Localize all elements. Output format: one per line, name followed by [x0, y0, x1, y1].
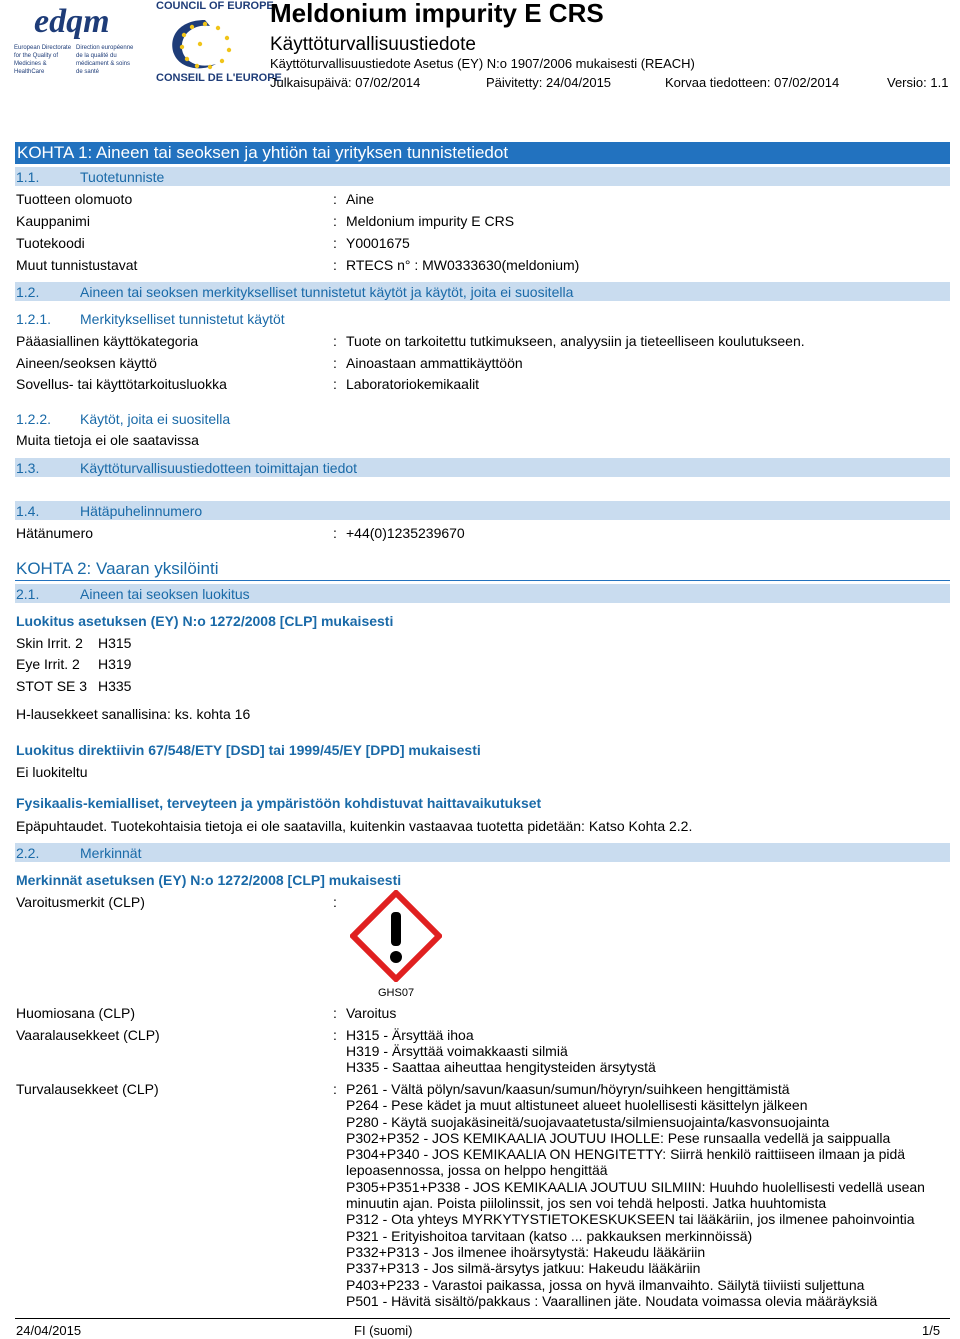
colon: :: [333, 894, 337, 910]
h-statements-note: H-lausekkeet sanallisina: ks. kohta 16: [16, 706, 251, 722]
subsection-1-2-2-number: 1.2.2.: [16, 411, 52, 427]
precautionary-statement: P305+P351+P338 - JOS KEMIKAALIA JOUTUU SILMIIN: Huuhdo huolellisesti vedellä usean: [346, 1179, 925, 1195]
colon: :: [333, 355, 337, 371]
clp-classification-heading: Luokitus asetuksen (EY) N:o 1272/2008 [CLP] mukaisesti: [16, 613, 394, 629]
clp-class: Eye Irrit. 2: [16, 656, 80, 672]
adverse-effects-heading: Fysikaalis-kemialliset, terveyteen ja ympäristöön kohdistuvat haittavaikutukset: [16, 795, 542, 811]
application-category-value: Laboratoriokemikaalit: [346, 376, 480, 392]
subsection-2-1-title: Aineen tai seoksen luokitus: [80, 586, 250, 602]
emergency-number-label: Hätänumero: [16, 525, 94, 541]
subsection-1-1-number: 1.1.: [16, 169, 40, 185]
uses-advised-against-text: Muita tietoja ei ole saatavissa: [16, 432, 199, 448]
product-code-label: Tuotekoodi: [16, 235, 85, 251]
version: Versio: 1.1: [887, 75, 949, 90]
precautionary-statement: P501 - Hävitä sisältö/pakkaus : Vaarallinen jäte. Noudata voimassa olevia määräyksiä: [346, 1293, 878, 1309]
other-identifiers-value: RTECS n° : MW0333630(meldonium): [346, 257, 580, 273]
subsection-2-2-title: Merkinnät: [80, 845, 142, 861]
adverse-effects-text: Epäpuhtaudet. Tuotekohtaisia tietoja ei ole saatavilla, kuitenkin vastaavaa tuotetta pidetään: Katso Kohta 2.2.: [16, 818, 693, 834]
publish-date: Julkaisupäivä: 07/02/2014: [270, 75, 421, 90]
application-category-label: Sovellus- tai käyttötarkoitusluokka: [16, 376, 227, 392]
trade-name-value: Meldonium impurity E CRS: [346, 213, 515, 229]
pictogram-code: GHS07: [378, 987, 415, 999]
colon: :: [333, 257, 337, 273]
colon: :: [333, 376, 337, 392]
product-form-label: Tuotteen olomuoto: [16, 191, 133, 207]
edqm-logo-text-fr: Direction européenne de la qualité du médicament & soins de santé: [76, 45, 134, 75]
colon: :: [333, 1005, 337, 1021]
clp-class: STOT SE 3: [16, 678, 88, 694]
precautionary-statement: minuutin ajan. Poista piilolinssit, jos sen voi tehdä helposti. Jatka huuhtomista: [346, 1195, 827, 1211]
dsd-classification-heading: Luokitus direktiivin 67/548/ETY [DSD] tai 1999/45/EY [DPD] mukaisesti: [16, 742, 481, 758]
precautionary-statement: P321 - Erityishoitoa tarvitaan (katso ... pakkauksen merkinnöissä): [346, 1228, 753, 1244]
other-identifiers-label: Muut tunnistustavat: [16, 257, 138, 273]
clp-hazard-code: H315: [98, 635, 132, 651]
colon: :: [333, 191, 337, 207]
regulation-text: Käyttöturvallisuustiedote Asetus (EY) N:o 1907/2006 mukaisesti (REACH): [270, 56, 695, 71]
coe-logo-name-fr: CONSEIL DE L'EUROPE: [156, 72, 282, 84]
hazard-statement: H335 - Saattaa aiheuttaa hengitysteiden ärsytystä: [346, 1059, 656, 1075]
product-form-value: Aine: [346, 191, 375, 207]
precautionary-statement: P403+P233 - Varastoi paikassa, jossa on hyvä ilmanvaihto. Säilytä tiiviisti suljettuna: [346, 1277, 865, 1293]
clp-class: Skin Irrit. 2: [16, 635, 83, 651]
hazard-statement: H315 - Ärsyttää ihoa: [346, 1027, 474, 1043]
hazard-statements-label: Vaaralausekkeet (CLP): [16, 1027, 160, 1043]
subsection-2-2-bar: [15, 843, 950, 862]
footer-page-number: 1/5: [922, 1323, 941, 1338]
section-2-underline: [15, 580, 950, 581]
main-use-category-value: Tuote on tarkoitettu tutkimukseen, analyysiin ja tieteelliseen koulutukseen.: [346, 333, 805, 349]
hazard-statement: H319 - Ärsyttää voimakkaasti silmiä: [346, 1043, 568, 1059]
dsd-classification-text: Ei luokiteltu: [16, 764, 88, 780]
footer-date: 24/04/2015: [16, 1323, 82, 1338]
precautionary-statement: P337+P313 - Jos silmä-ärsytys jatkuu: Hakeudu lääkäriin: [346, 1260, 701, 1276]
replaces-date: Korvaa tiedotteen: 07/02/2014: [665, 75, 840, 90]
precautionary-statement: P261 - Vältä pölyn/savun/kaasun/sumun/höyryn/suihkeen hengittämistä: [346, 1081, 790, 1097]
substance-use-label: Aineen/seoksen käyttö: [16, 355, 157, 371]
clp-hazard-code: H335: [98, 678, 132, 694]
exclamation-mark-hazard-icon: [350, 890, 442, 982]
colon: :: [333, 1081, 337, 1097]
clp-labelling-heading: Merkinnät asetuksen (EY) N:o 1272/2008 [CLP] mukaisesti: [16, 872, 402, 888]
subsection-1-2-2-title: Käytöt, joita ei suositella: [80, 411, 231, 427]
section-1-heading: KOHTA 1: Aineen tai seoksen ja yhtiön tai yrityksen tunnistetiedot: [15, 142, 950, 164]
precautionary-statements-label: Turvalausekkeet (CLP): [16, 1081, 159, 1097]
document-title: Meldonium impurity E CRS: [270, 0, 604, 28]
footer-divider: [15, 1318, 950, 1319]
update-date: Päivitetty: 24/04/2015: [486, 75, 612, 90]
subsection-1-2-number: 1.2.: [16, 284, 40, 300]
colon: :: [333, 1027, 337, 1043]
subsection-1-2-1-title: Merkitykselliset tunnistetut käytöt: [80, 311, 285, 327]
signal-word-label: Huomiosana (CLP): [16, 1005, 136, 1021]
clp-hazard-code: H319: [98, 656, 132, 672]
signal-word-value: Varoitus: [346, 1005, 397, 1021]
precautionary-statement: P312 - Ota yhteys MYRKYTYSTIETOKESKUKSEEN tai lääkäriin, jos ilmenee pahoinvointia: [346, 1211, 915, 1227]
subsection-1-2-title: Aineen tai seoksen merkitykselliset tunnistetut käytöt ja käytöt, joita ei suositella: [80, 284, 574, 300]
subsection-1-3-title: Käyttöturvallisuustiedotteen toimittajan tiedot: [80, 460, 358, 476]
pictogram-label: Varoitusmerkit (CLP): [16, 894, 145, 910]
precautionary-statement: P264 - Pese kädet ja muut altistuneet alueet huolellisesti käsittelyn jälkeen: [346, 1097, 808, 1113]
colon: :: [333, 525, 337, 541]
precautionary-statement: P332+P313 - Jos ilmenee ihoärsytystä: Hakeudu lääkäriin: [346, 1244, 706, 1260]
colon: :: [333, 235, 337, 251]
coe-emblem-icon: [150, 14, 260, 74]
footer-language: FI (suomi): [354, 1323, 413, 1338]
edqm-logo: [14, 2, 136, 82]
emergency-number-value: +44(0)1235239670: [346, 525, 465, 541]
edqm-logo-text-en: European Directorate for the Quality of Medicines & HealthCare: [14, 45, 72, 75]
document-subtitle: Käyttöturvallisuustiedote: [270, 34, 476, 55]
subsection-2-1-number: 2.1.: [16, 586, 40, 602]
colon: :: [333, 333, 337, 349]
subsection-2-2-number: 2.2.: [16, 845, 40, 861]
subsection-1-1-title: Tuotetunniste: [80, 169, 165, 185]
precautionary-statement: lepoasennossa, jossa on helppo hengittää: [346, 1162, 608, 1178]
main-use-category-label: Pääasiallinen käyttökategoria: [16, 333, 199, 349]
section-2-heading: KOHTA 2: Vaaran yksilöinti: [16, 559, 219, 578]
coe-logo-name-en: COUNCIL OF EUROPE: [156, 0, 274, 12]
colon: :: [333, 213, 337, 229]
edqm-logo-wordmark: edqm: [34, 3, 110, 40]
trade-name-label: Kauppanimi: [16, 213, 90, 229]
subsection-1-4-number: 1.4.: [16, 503, 40, 519]
precautionary-statement: P302+P352 - JOS KEMIKAALIA JOUTUU IHOLLE: Pese runsaalla vedellä ja saippualla: [346, 1130, 891, 1146]
coe-logo: [150, 0, 282, 86]
precautionary-statement: P280 - Käytä suojakäsineitä/suojavaatetusta/silmiensuojainta/kasvonsuojainta: [346, 1114, 830, 1130]
subsection-1-3-number: 1.3.: [16, 460, 40, 476]
substance-use-value: Ainoastaan ammattikäyttöön: [346, 355, 523, 371]
product-code-value: Y0001675: [346, 235, 410, 251]
precautionary-statement: P304+P340 - JOS KEMIKAALIA ON HENGITETTY: Siirrä henkilö raittiiseen ilmaan ja pidä: [346, 1146, 906, 1162]
subsection-1-2-1-number: 1.2.1.: [16, 311, 52, 327]
subsection-1-4-title: Hätäpuhelinnumero: [80, 503, 203, 519]
